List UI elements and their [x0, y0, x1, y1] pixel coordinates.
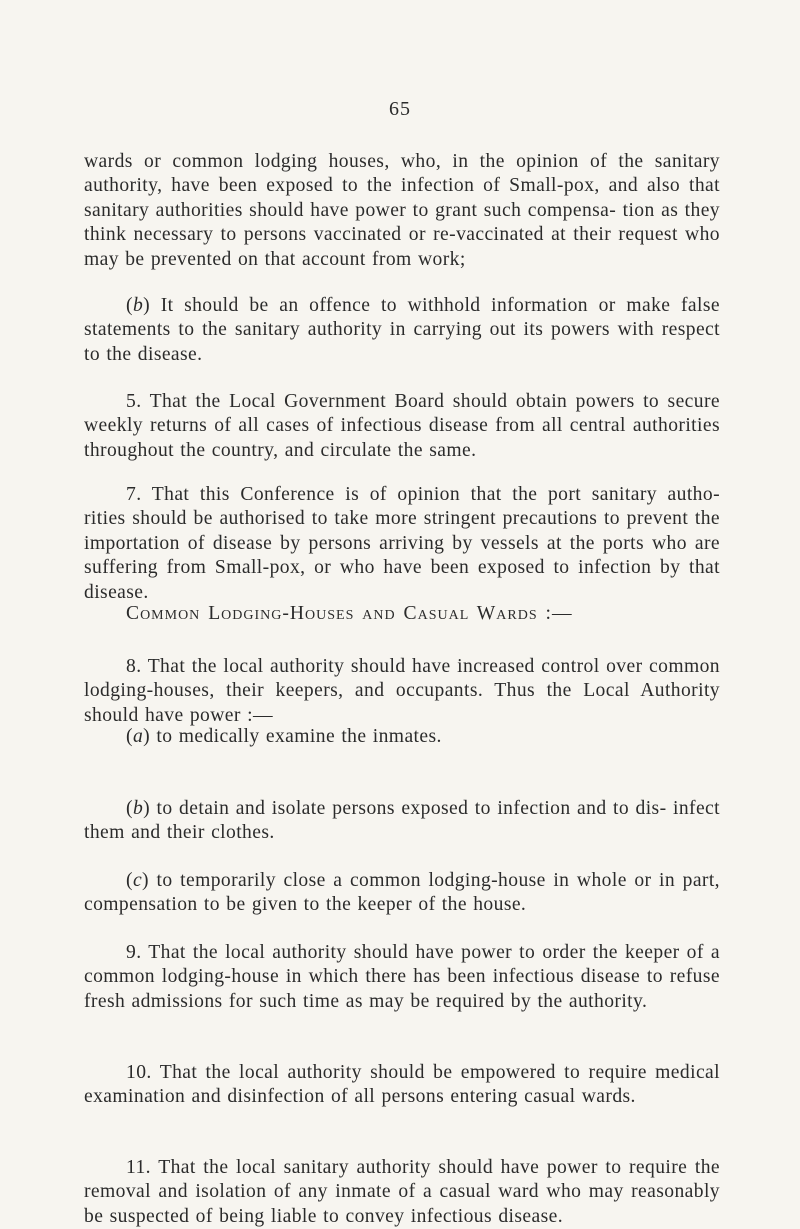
item-marker: b: [132, 798, 144, 819]
paragraph-text: to medically examine the inmates.: [156, 726, 442, 747]
paragraph-text: That the local authority should have power to order the keeper of a common lodging-house in which there has been infectious disease to refuse fresh admissions for such time as may be required by the authority.: [84, 942, 720, 1012]
paragraph-number: 7.: [126, 484, 142, 505]
paragraph-8: [84, 655, 720, 728]
paragraph-text: That the local sanitary authority should have power to require the removal and isolation of any inmate of a casual ward who may reasonably be suspected of being liable to convey infectious disease.: [84, 1157, 720, 1227]
paragraph-5: [84, 390, 720, 463]
paragraph-text: That the Local Government Board should obtain powers to secure weekly returns of all cases of infectious disease from all central authorities throughout the country, and circulate the same.: [84, 391, 720, 461]
paragraph-text: That the local authority should be empowered to require medical examination and disinfection of all persons entering casual wards.: [84, 1062, 720, 1108]
paragraph-number: 9.: [126, 942, 142, 963]
paragraph-text: That the local authority should have increased control over common lodging-houses, their keepers, and occupants. Thus the Local Authority should have power :—: [84, 656, 721, 726]
paragraph-11: [84, 1156, 720, 1229]
section-heading: [126, 603, 573, 625]
paragraph-text: to detain and isolate persons exposed to infection and to dis- infect them and their clothes.: [84, 798, 720, 844]
paragraph-number: 8.: [126, 656, 142, 677]
paragraph-10: [84, 1061, 720, 1110]
item-marker: b: [132, 295, 144, 316]
paragraph-b-detain: (b) to detain and isolate persons exposed to infection and to dis- infect them and their clothes.: [84, 798, 720, 844]
paragraph-number: 11.: [126, 1157, 151, 1178]
paragraph-9: [84, 941, 720, 1014]
page-number: 65: [389, 98, 411, 120]
paragraph-text: to temporarily close a common lodging-house in whole or in part, compensation to be given to the keeper of the house.: [84, 870, 720, 916]
item-marker: c: [132, 870, 143, 891]
item-marker: a: [132, 726, 144, 747]
paragraph-continuation: [84, 150, 720, 272]
paragraph-b-offence: (b) It should be an offence to withhold information or make false statements to the sanitary authority in carrying out its powers with respect to the disease.: [84, 295, 720, 365]
section-heading-text: Common Lodging-Houses and Casual Wards :—: [126, 603, 573, 624]
paragraph-text: wards or common lodging houses, who, in the opinion of the sanitary authority, have been exposed to the infection of Small-pox, and also that sanitary authorities should have power to grant such compensa- tion as they think necessary to persons vaccinated or re-vaccinated at their request who may be prevented on that account from work;: [84, 151, 720, 270]
paragraph-text: That this Conference is of opinion that the port sanitary autho- rities should be authorised to take more stringent precautions to prevent the importation of disease by persons arriving by vessels at the ports who are suffering from Small-pox, or who have been exposed to infection by that disease.: [84, 484, 720, 603]
paragraph-text: It should be an offence to withhold information or make false statements to the sanitary authority in carrying out its powers with respect to the disease.: [84, 295, 720, 365]
paragraph-number: 5.: [126, 391, 142, 412]
paragraph-a-examine: (a) to medically examine the inmates.: [126, 726, 442, 747]
paragraph-number: 10.: [126, 1062, 152, 1083]
paragraph-c-close: (c) to temporarily close a common lodging-house in whole or in part, compensation to be given to the keeper of the house.: [84, 870, 720, 916]
paragraph-7: [84, 483, 720, 605]
